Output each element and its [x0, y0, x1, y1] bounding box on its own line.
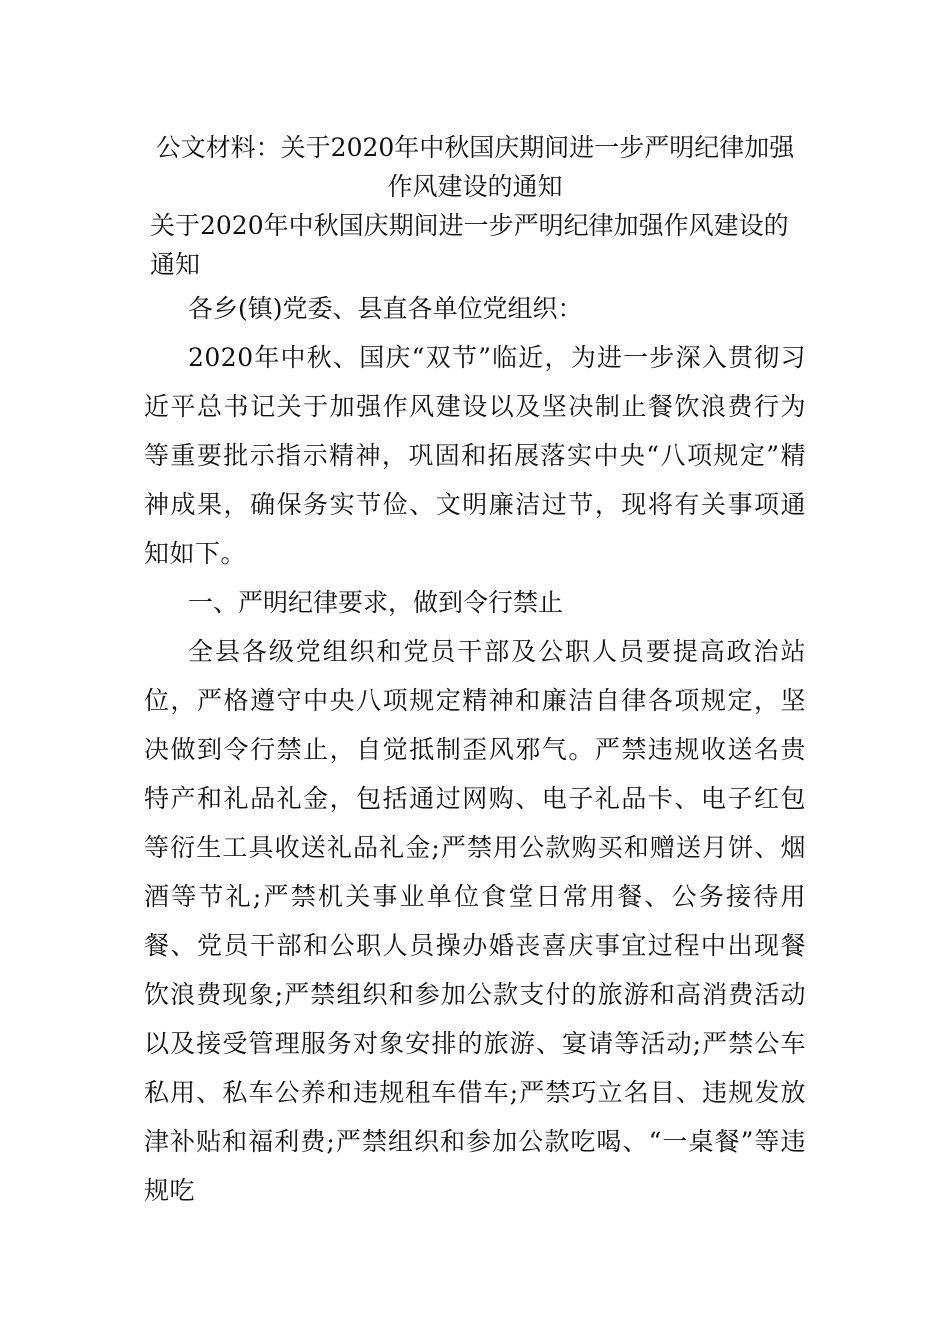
salutation: 各乡(镇)党委、县直各单位党组织：: [188, 294, 583, 323]
intro-paragraph: 2020年中秋、国庆“双节”临近，为进一步深入贯彻习近平总书记关于加强作风建设以及坚决制止餐饮浪费行为等重要批示指示精神，巩固和拓展落实中央“八项规定”精神成果，确保务实节俭、文明廉洁过节，现将有关事项通知如下。: [144, 343, 806, 568]
section-body-1: 全县各级党组织和党员干部及公职人员要提高政治站位，严格遵守中央八项规定精神和廉洁自律各项规定，坚决做到令行禁止，自觉抵制歪风邪气。严禁违规收送名贵特产和礼品礼金，包括通过网购、电子礼品卡、电子红包等衍生工具收送礼品礼金;严禁用公款购买和赠送月饼、烟酒等节礼;严禁机关事业单位食堂日常用餐、公务接待用餐、党员干部和公职人员操办婚丧喜庆事宜过程中出现餐饮浪费现象;严禁组织和参加公款支付的旅游和高消费活动以及接受管理服务对象安排的旅游、宴请等活动;严禁公车私用、私车公养和违规租车借车;严禁巧立名目、违规发放津补贴和福利费;严禁组织和参加公款吃喝、“一桌餐”等违规吃: [144, 637, 806, 1205]
document-page: [144, 128, 806, 1215]
document-title: 公文材料：关于2020年中秋国庆期间进一步严明纪律加强作风建设的通知: [155, 133, 795, 201]
document-subtitle: 关于2020年中秋国庆期间进一步严明纪律加强作风建设的通知: [150, 211, 789, 279]
section-heading-1: 一、严明纪律要求，做到令行禁止: [188, 588, 564, 617]
